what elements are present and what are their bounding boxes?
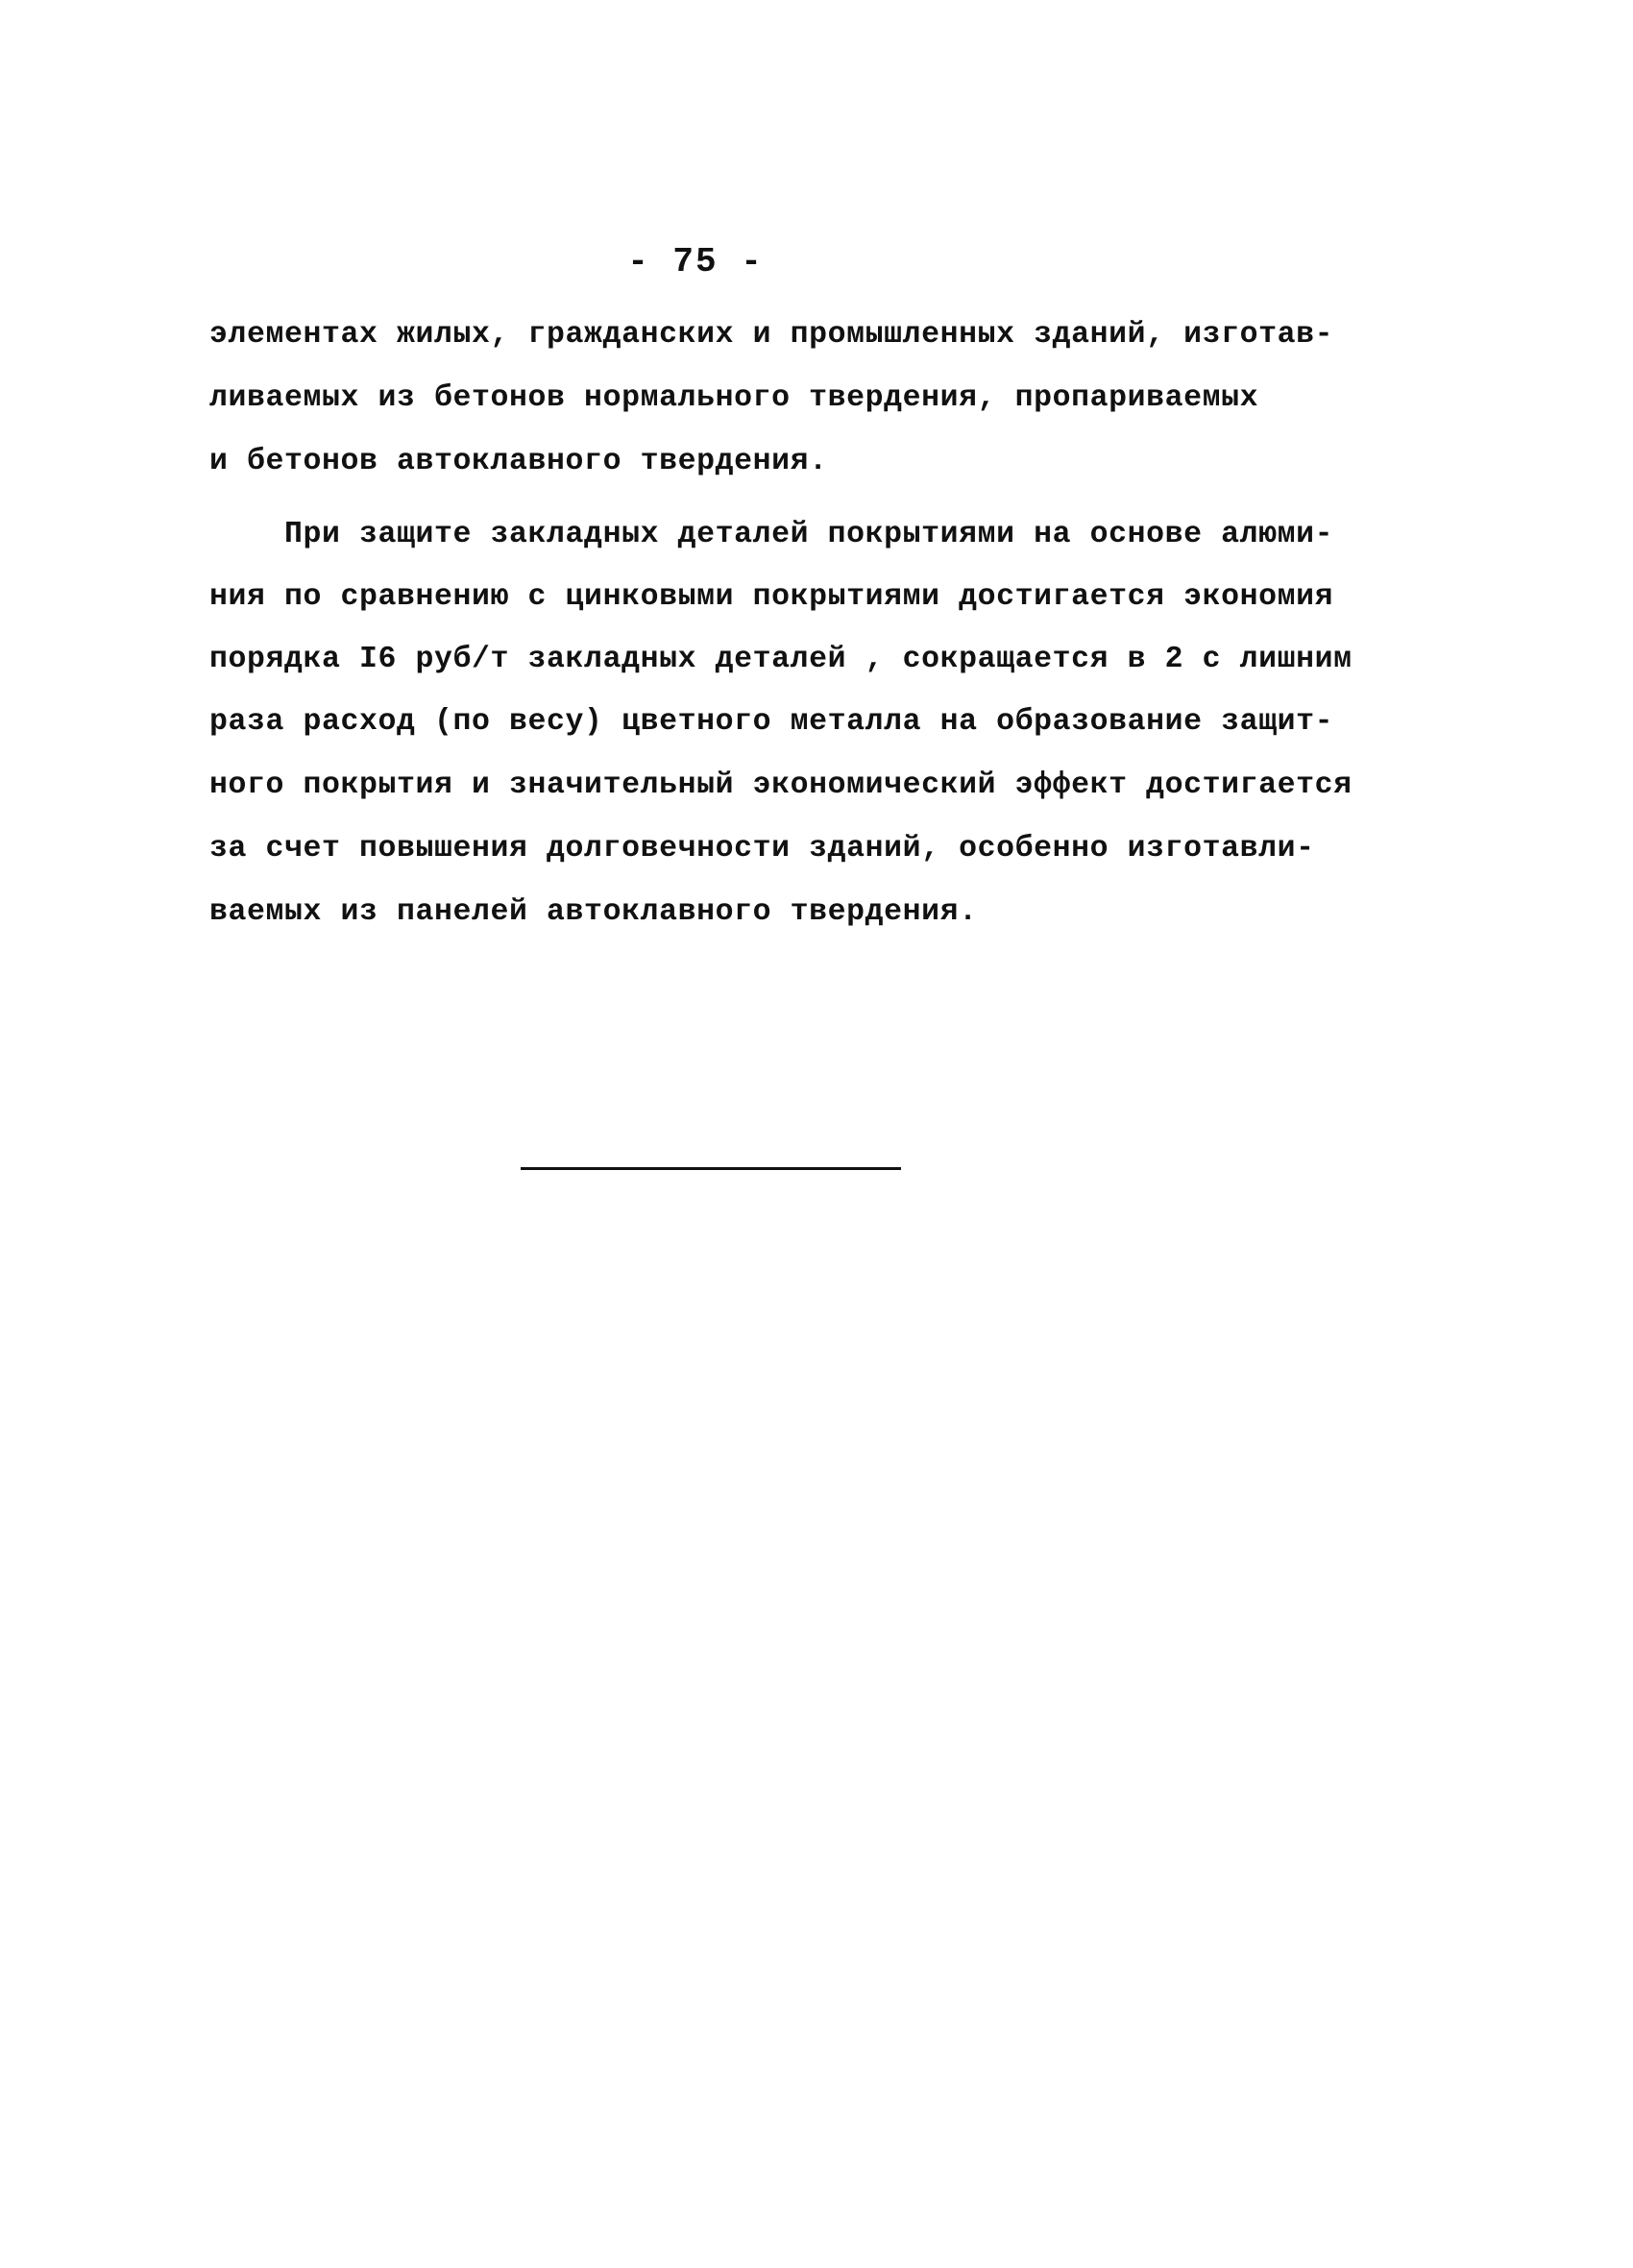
text-line-1: элементах жилых, гражданских и промышленных зданий, изготав- <box>209 318 1334 352</box>
end-divider <box>521 1167 901 1170</box>
text-line-2: ливаемых из бетонов нормального твердения, пропариваемых <box>209 381 1259 415</box>
text-line-3: и бетонов автоклавного твердения. <box>209 445 828 478</box>
page-number: - 75 - <box>627 242 764 281</box>
text-line-9: за счет повышения долговечности зданий, особенно изготавли- <box>209 832 1315 866</box>
text-line-4: При защите закладных деталей покрытиями на основе алюми- <box>209 518 1334 551</box>
text-line-7: раза расход (по весу) цветного металла на образование защит- <box>209 705 1334 739</box>
text-line-10: ваемых из панелей автоклавного твердения. <box>209 895 978 929</box>
text-line-5: ния по сравнению с цинковыми покрытиями достигается экономия <box>209 580 1334 614</box>
text-line-6: порядка I6 руб/т закладных деталей , сокращается в 2 с лишним <box>209 643 1353 676</box>
text-line-8: ного покрытия и значительный экономический эффект достигается <box>209 768 1353 802</box>
